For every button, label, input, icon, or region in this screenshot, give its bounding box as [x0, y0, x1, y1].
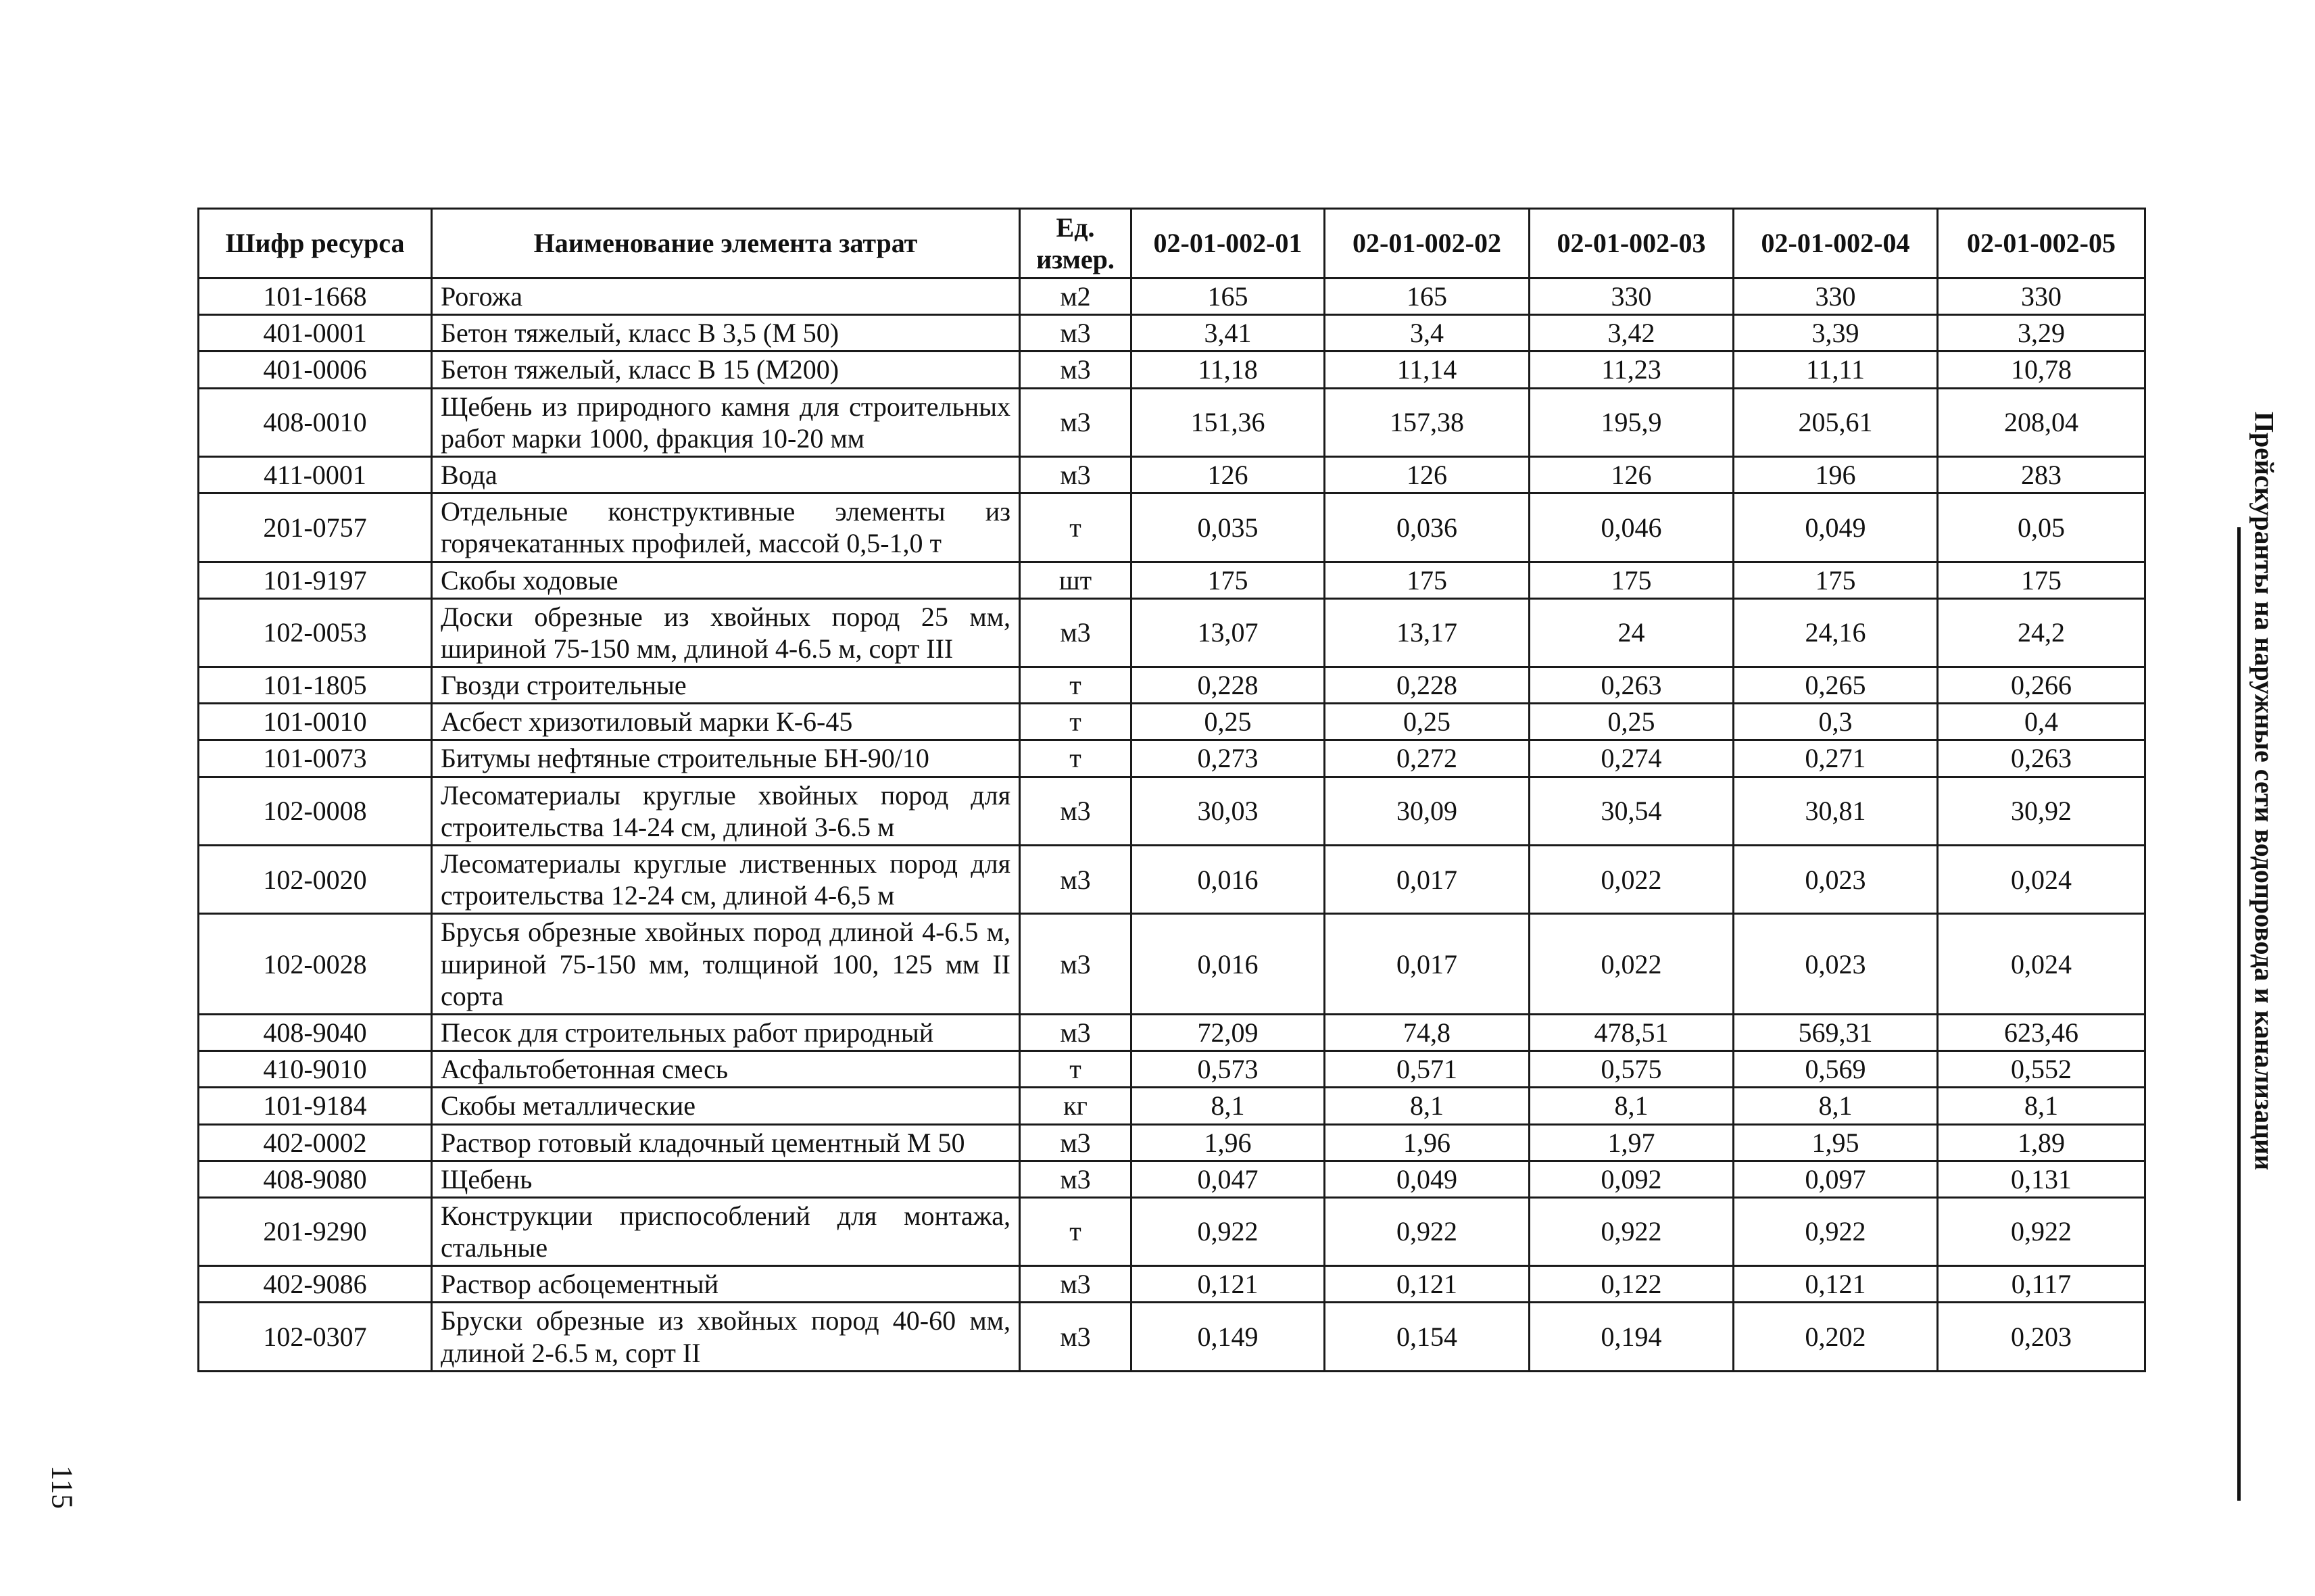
cell-value-col-4: 0,569	[1734, 1051, 1938, 1088]
table-row	[199, 598, 2145, 667]
cell-value-col-4: 196	[1734, 456, 1938, 493]
cell-cost-element-name: Бетон тяжелый, класс В 3,5 (М 50)	[432, 315, 1020, 352]
cell-value-col-1: 11,18	[1131, 352, 1325, 388]
cell-resource-code: 401-0006	[199, 352, 432, 388]
cell-unit: т	[1020, 1197, 1131, 1265]
table-row	[199, 1051, 2145, 1088]
cell-value-col-1: 126	[1131, 456, 1325, 493]
header-col-3: 02-01-002-03	[1530, 209, 1734, 279]
cell-value-col-1: 151,36	[1131, 388, 1325, 456]
cell-resource-code: 102-0008	[199, 777, 432, 845]
cell-value-col-4: 8,1	[1734, 1088, 1938, 1124]
cell-cost-element-name: Щебень	[432, 1161, 1020, 1197]
cell-value-col-2: 1,96	[1325, 1124, 1530, 1161]
side-title-rule	[2237, 527, 2241, 1501]
cell-cost-element-name: Бетон тяжелый, класс В 15 (М200)	[432, 352, 1020, 388]
cell-value-col-1: 0,573	[1131, 1051, 1325, 1088]
cell-resource-code: 402-9086	[199, 1266, 432, 1303]
cell-value-col-2: 13,17	[1325, 598, 1530, 667]
cell-resource-code: 102-0053	[199, 598, 432, 667]
cell-value-col-4: 3,39	[1734, 315, 1938, 352]
cell-value-col-2: 8,1	[1325, 1088, 1530, 1124]
cell-value-col-4: 0,3	[1734, 704, 1938, 740]
cell-value-col-3: 478,51	[1530, 1014, 1734, 1050]
cell-resource-code: 201-9290	[199, 1197, 432, 1265]
cell-resource-code: 101-0073	[199, 740, 432, 777]
cell-unit: м3	[1020, 1303, 1131, 1371]
cell-value-col-5: 283	[1938, 456, 2145, 493]
cell-value-col-5: 0,117	[1938, 1266, 2145, 1303]
cell-value-col-4: 330	[1734, 279, 1938, 315]
cell-value-col-5: 175	[1938, 562, 2145, 598]
cell-value-col-2: 157,38	[1325, 388, 1530, 456]
cell-value-col-1: 0,228	[1131, 667, 1325, 704]
cell-value-col-5: 0,266	[1938, 667, 2145, 704]
table-row	[199, 1197, 2145, 1265]
cell-value-col-1: 8,1	[1131, 1088, 1325, 1124]
table-row	[199, 1303, 2145, 1371]
cell-cost-element-name: Отдельные конструктивные элементы из горячекатанных профилей, массой 0,5-1,0 т	[432, 493, 1020, 562]
cell-value-col-5: 10,78	[1938, 352, 2145, 388]
cell-unit: м2	[1020, 279, 1131, 315]
cell-cost-element-name: Асфальтобетонная смесь	[432, 1051, 1020, 1088]
cell-unit: шт	[1020, 562, 1131, 598]
cell-cost-element-name: Щебень из природного камня для строительных работ марки 1000, фракция 10-20 мм	[432, 388, 1020, 456]
header-col-5: 02-01-002-05	[1938, 209, 2145, 279]
cell-cost-element-name: Лесоматериалы круглые хвойных пород для строительства 14-24 см, длиной 3-6.5 м	[432, 777, 1020, 845]
cell-value-col-4: 0,023	[1734, 846, 1938, 914]
cell-value-col-3: 175	[1530, 562, 1734, 598]
cell-cost-element-name: Доски обрезные из хвойных пород 25 мм, шириной 75-150 мм, длиной 4-6.5 м, сорт III	[432, 598, 1020, 667]
cell-value-col-1: 0,149	[1131, 1303, 1325, 1371]
table-row	[199, 562, 2145, 598]
cell-cost-element-name: Гвозди строительные	[432, 667, 1020, 704]
cell-value-col-3: 1,97	[1530, 1124, 1734, 1161]
cell-value-col-4: 11,11	[1734, 352, 1938, 388]
cell-resource-code: 102-0307	[199, 1303, 432, 1371]
cell-value-col-2: 11,14	[1325, 352, 1530, 388]
cell-resource-code: 410-9010	[199, 1051, 432, 1088]
cell-value-col-2: 165	[1325, 279, 1530, 315]
cell-value-col-2: 30,09	[1325, 777, 1530, 845]
cell-value-col-5: 0,4	[1938, 704, 2145, 740]
cell-value-col-4: 0,049	[1734, 493, 1938, 562]
cell-value-col-5: 0,922	[1938, 1197, 2145, 1265]
cell-value-col-4: 0,265	[1734, 667, 1938, 704]
cell-resource-code: 408-9040	[199, 1014, 432, 1050]
cell-resource-code: 101-9184	[199, 1088, 432, 1124]
cell-resource-code: 102-0028	[199, 914, 432, 1015]
cell-value-col-2: 0,154	[1325, 1303, 1530, 1371]
cell-value-col-2: 0,25	[1325, 704, 1530, 740]
cell-unit: м3	[1020, 1014, 1131, 1050]
cell-cost-element-name: Битумы нефтяные строительные БН-90/10	[432, 740, 1020, 777]
cell-value-col-5: 30,92	[1938, 777, 2145, 845]
cell-cost-element-name: Рогожа	[432, 279, 1020, 315]
cell-value-col-4: 175	[1734, 562, 1938, 598]
cell-cost-element-name: Раствор асбоцементный	[432, 1266, 1020, 1303]
cell-value-col-3: 30,54	[1530, 777, 1734, 845]
cell-resource-code: 101-9197	[199, 562, 432, 598]
cell-value-col-2: 175	[1325, 562, 1530, 598]
cell-value-col-5: 0,131	[1938, 1161, 2145, 1197]
cell-value-col-3: 11,23	[1530, 352, 1734, 388]
cell-unit: т	[1020, 667, 1131, 704]
cell-value-col-4: 0,202	[1734, 1303, 1938, 1371]
cell-cost-element-name: Бруски обрезные из хвойных пород 40-60 мм, длиной 2-6.5 м, сорт II	[432, 1303, 1020, 1371]
cell-value-col-3: 0,25	[1530, 704, 1734, 740]
cell-value-col-2: 0,922	[1325, 1197, 1530, 1265]
cell-value-col-5: 0,024	[1938, 914, 2145, 1015]
cell-value-col-5: 8,1	[1938, 1088, 2145, 1124]
cell-value-col-3: 24	[1530, 598, 1734, 667]
table-row	[199, 1161, 2145, 1197]
cell-unit: кг	[1020, 1088, 1131, 1124]
cell-value-col-1: 3,41	[1131, 315, 1325, 352]
header-col-2: 02-01-002-02	[1325, 209, 1530, 279]
cell-unit: т	[1020, 1051, 1131, 1088]
cell-value-col-4: 569,31	[1734, 1014, 1938, 1050]
table-row	[199, 1088, 2145, 1124]
cell-unit: м3	[1020, 456, 1131, 493]
cell-value-col-1: 0,922	[1131, 1197, 1325, 1265]
header-col-1: 02-01-002-01	[1131, 209, 1325, 279]
table-row	[199, 1014, 2145, 1050]
cell-value-col-3: 0,575	[1530, 1051, 1734, 1088]
cell-value-col-3: 195,9	[1530, 388, 1734, 456]
cell-unit: м3	[1020, 352, 1131, 388]
table-row	[199, 315, 2145, 352]
cell-value-col-1: 0,25	[1131, 704, 1325, 740]
cell-cost-element-name: Лесоматериалы круглые лиственных пород для строительства 12-24 см, длиной 4-6,5 м	[432, 846, 1020, 914]
cell-value-col-4: 0,271	[1734, 740, 1938, 777]
cell-value-col-5: 0,024	[1938, 846, 2145, 914]
cell-unit: т	[1020, 740, 1131, 777]
cell-value-col-3: 0,122	[1530, 1266, 1734, 1303]
table-row	[199, 704, 2145, 740]
cell-value-col-3: 0,922	[1530, 1197, 1734, 1265]
cell-value-col-4: 24,16	[1734, 598, 1938, 667]
cell-unit: т	[1020, 704, 1131, 740]
table-body	[199, 279, 2145, 1372]
table-row	[199, 1124, 2145, 1161]
cell-value-col-1: 165	[1131, 279, 1325, 315]
cell-value-col-1: 0,047	[1131, 1161, 1325, 1197]
cell-unit: м3	[1020, 598, 1131, 667]
cell-value-col-2: 0,017	[1325, 914, 1530, 1015]
cell-unit: м3	[1020, 846, 1131, 914]
cell-resource-code: 201-0757	[199, 493, 432, 562]
cell-value-col-1: 30,03	[1131, 777, 1325, 845]
cell-value-col-2: 0,036	[1325, 493, 1530, 562]
cell-value-col-5: 3,29	[1938, 315, 2145, 352]
cell-unit: м3	[1020, 1266, 1131, 1303]
table-row	[199, 777, 2145, 845]
cell-value-col-3: 0,046	[1530, 493, 1734, 562]
header-unit: Ед. измер.	[1020, 209, 1131, 279]
cell-cost-element-name: Скобы ходовые	[432, 562, 1020, 598]
cell-value-col-3: 8,1	[1530, 1088, 1734, 1124]
cell-resource-code: 401-0001	[199, 315, 432, 352]
cell-resource-code: 101-1668	[199, 279, 432, 315]
cell-value-col-2: 3,4	[1325, 315, 1530, 352]
cell-cost-element-name: Брусья обрезные хвойных пород длиной 4-6.5 м, шириной 75-150 мм, толщиной 100, 125 мм II сорта	[432, 914, 1020, 1015]
cell-value-col-2: 0,571	[1325, 1051, 1530, 1088]
cell-resource-code: 102-0020	[199, 846, 432, 914]
table-row	[199, 667, 2145, 704]
cell-value-col-3: 0,194	[1530, 1303, 1734, 1371]
cell-value-col-3: 0,274	[1530, 740, 1734, 777]
cell-unit: т	[1020, 493, 1131, 562]
cell-value-col-1: 1,96	[1131, 1124, 1325, 1161]
cell-value-col-5: 330	[1938, 279, 2145, 315]
cell-value-col-1: 0,016	[1131, 914, 1325, 1015]
cell-value-col-4: 0,097	[1734, 1161, 1938, 1197]
cell-value-col-3: 330	[1530, 279, 1734, 315]
cell-value-col-3: 0,092	[1530, 1161, 1734, 1197]
table-row	[199, 846, 2145, 914]
cell-resource-code: 101-0010	[199, 704, 432, 740]
cell-value-col-3: 126	[1530, 456, 1734, 493]
cell-value-col-4: 205,61	[1734, 388, 1938, 456]
cell-unit: м3	[1020, 388, 1131, 456]
cell-unit: м3	[1020, 777, 1131, 845]
cell-cost-element-name: Скобы металлические	[432, 1088, 1020, 1124]
cell-value-col-2: 0,272	[1325, 740, 1530, 777]
cell-unit: м3	[1020, 1124, 1131, 1161]
cell-value-col-4: 1,95	[1734, 1124, 1938, 1161]
cell-value-col-5: 24,2	[1938, 598, 2145, 667]
cell-cost-element-name: Раствор готовый кладочный цементный М 50	[432, 1124, 1020, 1161]
cell-value-col-1: 0,121	[1131, 1266, 1325, 1303]
cell-value-col-1: 0,016	[1131, 846, 1325, 914]
table-row	[199, 352, 2145, 388]
cell-resource-code: 411-0001	[199, 456, 432, 493]
resource-table	[197, 208, 2146, 1372]
cell-value-col-5: 623,46	[1938, 1014, 2145, 1050]
cell-value-col-3: 0,263	[1530, 667, 1734, 704]
page-number-text: 115	[45, 1465, 79, 1509]
table-row	[199, 493, 2145, 562]
cell-resource-code: 408-9080	[199, 1161, 432, 1197]
cell-value-col-5: 208,04	[1938, 388, 2145, 456]
cell-value-col-4: 0,922	[1734, 1197, 1938, 1265]
cell-value-col-5: 1,89	[1938, 1124, 2145, 1161]
cell-value-col-5: 0,05	[1938, 493, 2145, 562]
cell-value-col-1: 13,07	[1131, 598, 1325, 667]
cell-cost-element-name: Песок для строительных работ природный	[432, 1014, 1020, 1050]
cell-cost-element-name: Асбест хризотиловый марки К-6-45	[432, 704, 1020, 740]
cell-value-col-2: 0,049	[1325, 1161, 1530, 1197]
cell-value-col-1: 0,035	[1131, 493, 1325, 562]
table-row	[199, 279, 2145, 315]
cell-value-col-1: 72,09	[1131, 1014, 1325, 1050]
table-row	[199, 740, 2145, 777]
table-header-row	[199, 209, 2145, 279]
cell-value-col-3: 0,022	[1530, 914, 1734, 1015]
table-row	[199, 1266, 2145, 1303]
cell-unit: м3	[1020, 315, 1131, 352]
header-col-4: 02-01-002-04	[1734, 209, 1938, 279]
cell-value-col-3: 3,42	[1530, 315, 1734, 352]
table-row	[199, 456, 2145, 493]
cell-cost-element-name: Вода	[432, 456, 1020, 493]
side-title-text: Прейскуранты на наружные сети водопровода и канализации	[2249, 411, 2280, 1171]
cell-value-col-3: 0,022	[1530, 846, 1734, 914]
cell-value-col-2: 0,121	[1325, 1266, 1530, 1303]
cell-value-col-5: 0,203	[1938, 1303, 2145, 1371]
cell-value-col-1: 175	[1131, 562, 1325, 598]
cell-value-col-2: 0,228	[1325, 667, 1530, 704]
cell-value-col-5: 0,263	[1938, 740, 2145, 777]
cell-value-col-5: 0,552	[1938, 1051, 2145, 1088]
cell-value-col-2: 126	[1325, 456, 1530, 493]
cell-cost-element-name: Конструкции приспособлений для монтажа, стальные	[432, 1197, 1020, 1265]
table-row	[199, 914, 2145, 1015]
cell-unit: м3	[1020, 914, 1131, 1015]
cell-resource-code: 402-0002	[199, 1124, 432, 1161]
cell-resource-code: 408-0010	[199, 388, 432, 456]
header-name: Наименование элемента затрат	[432, 209, 1020, 279]
cell-unit: м3	[1020, 1161, 1131, 1197]
cell-value-col-1: 0,273	[1131, 740, 1325, 777]
cell-value-col-2: 74,8	[1325, 1014, 1530, 1050]
cell-resource-code: 101-1805	[199, 667, 432, 704]
cell-value-col-4: 0,023	[1734, 914, 1938, 1015]
cell-value-col-2: 0,017	[1325, 846, 1530, 914]
header-code: Шифр ресурса	[199, 209, 432, 279]
table-row	[199, 388, 2145, 456]
cell-value-col-4: 0,121	[1734, 1266, 1938, 1303]
cell-value-col-4: 30,81	[1734, 777, 1938, 845]
